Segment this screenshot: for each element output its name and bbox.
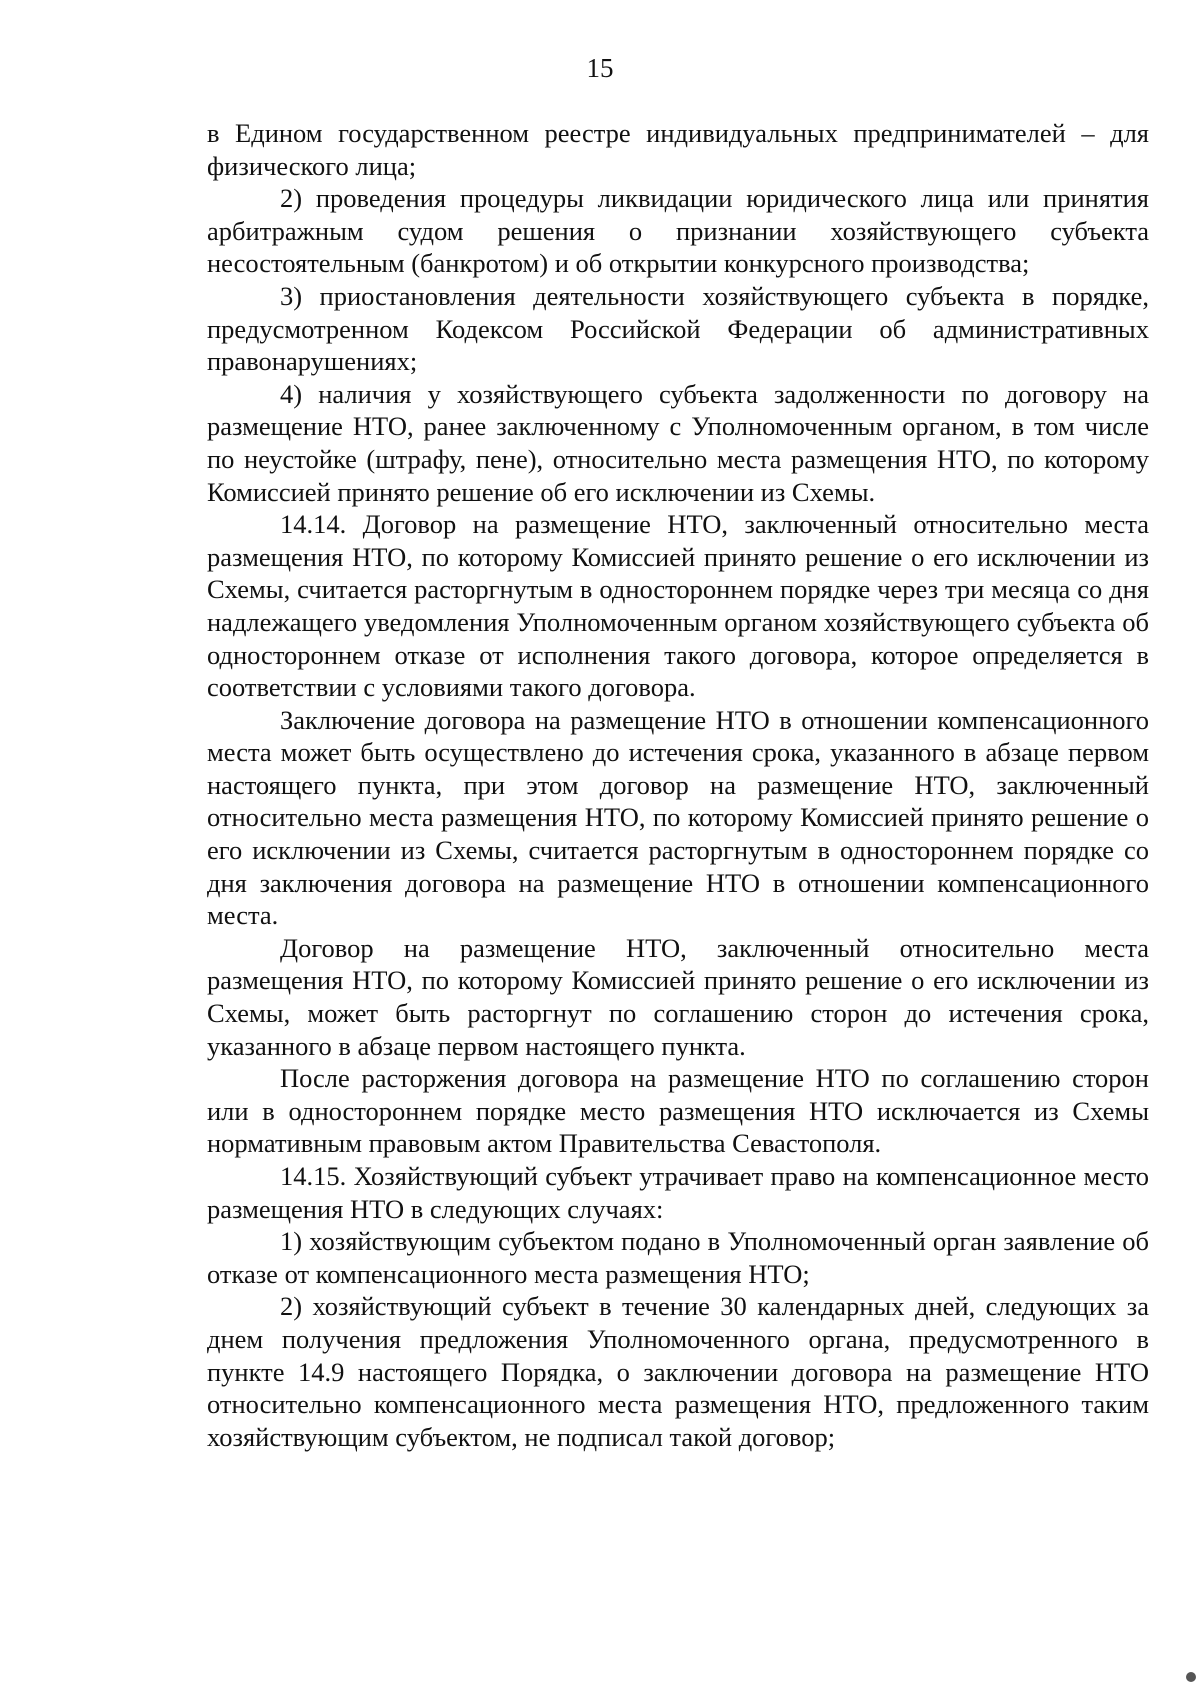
paragraph-item-2: 2) проведения процедуры ликвидации юридического лица или принятия арбитражным судом решения о признании хозяйствующего субъекта несостоятельным (банкротом) и об открытии конкурсного производства; <box>207 183 1149 279</box>
paragraph-exclusion-from-scheme: После расторжения договора на размещение НТО по соглашению сторон или в одностороннем порядке место размещения НТО исключается из Схемы нормативным правовым актом Правительства Севастополя. <box>207 1063 1149 1159</box>
page-number: 15 <box>586 53 614 83</box>
paragraph-continuation: в Едином государственном реестре индивидуальных предпринимателей – для физического лица; <box>207 118 1149 181</box>
paragraph-compensation-contract: Заключение договора на размещение НТО в отношении компенсационного места может быть осуществлено до истечения срока, указанного в абзаце первом настоящего пункта, при этом договор на размещение НТО, заключенный относительно места размещения НТО, по которому Комиссией принято решение о его исключении из Схемы, считается расторгнутым в одностороннем порядке со дня заключения договора на размещение НТО в отношении компенсационного места. <box>207 704 1149 931</box>
paragraph-item-4: 4) наличия у хозяйствующего субъекта задолженности по договору на размещение НТО, ранее заключенному с Уполномоченным органом, в том числе по неустойке (штрафу, пене), относительно места размещения НТО, по которому Комиссией принято решение об его исключении из Схемы. <box>207 378 1149 507</box>
paragraph-14-15: 14.15. Хозяйствующий субъект утрачивает право на компенсационное место размещения НТО в следующих случаях: <box>207 1161 1149 1224</box>
paragraph-14-14: 14.14. Договор на размещение НТО, заключенный относительно места размещения НТО, по которому Комиссией принято решение о его исключении из Схемы, считается расторгнутым в одностороннем порядке через три месяца со дня надлежащего уведомления Уполномоченным органом хозяйствующего субъекта об одностороннем отказе от исполнения такого договора, которое определяется в соответствии с условиями такого договора. <box>207 509 1149 703</box>
scan-edge-mark <box>1186 1672 1196 1682</box>
paragraph-14-15-item-2: 2) хозяйствующий субъект в течение 30 календарных дней, следующих за днем получения предложения Уполномоченного органа, предусмотренного в пункте 14.9 настоящего Порядка, о заключении договора на размещение НТО относительно компенсационного места размещения НТО, предложенного таким хозяйствующим субъектом, не подписал такой договор; <box>207 1291 1149 1452</box>
document-body <box>207 117 1149 1453</box>
paragraph-14-15-item-1: 1) хозяйствующим субъектом подано в Уполномоченный орган заявление об отказе от компенсационного места размещения НТО; <box>207 1226 1149 1289</box>
paragraph-termination-by-agreement: Договор на размещение НТО, заключенный относительно места размещения НТО, по которому Комиссией принято решение о его исключении из Схемы, может быть расторгнут по соглашению сторон до истечения срока, указанного в абзаце первом настоящего пункта. <box>207 932 1149 1061</box>
paragraph-item-3: 3) приостановления деятельности хозяйствующего субъекта в порядке, предусмотренном Кодексом Российской Федерации об административных правонарушениях; <box>207 280 1149 377</box>
